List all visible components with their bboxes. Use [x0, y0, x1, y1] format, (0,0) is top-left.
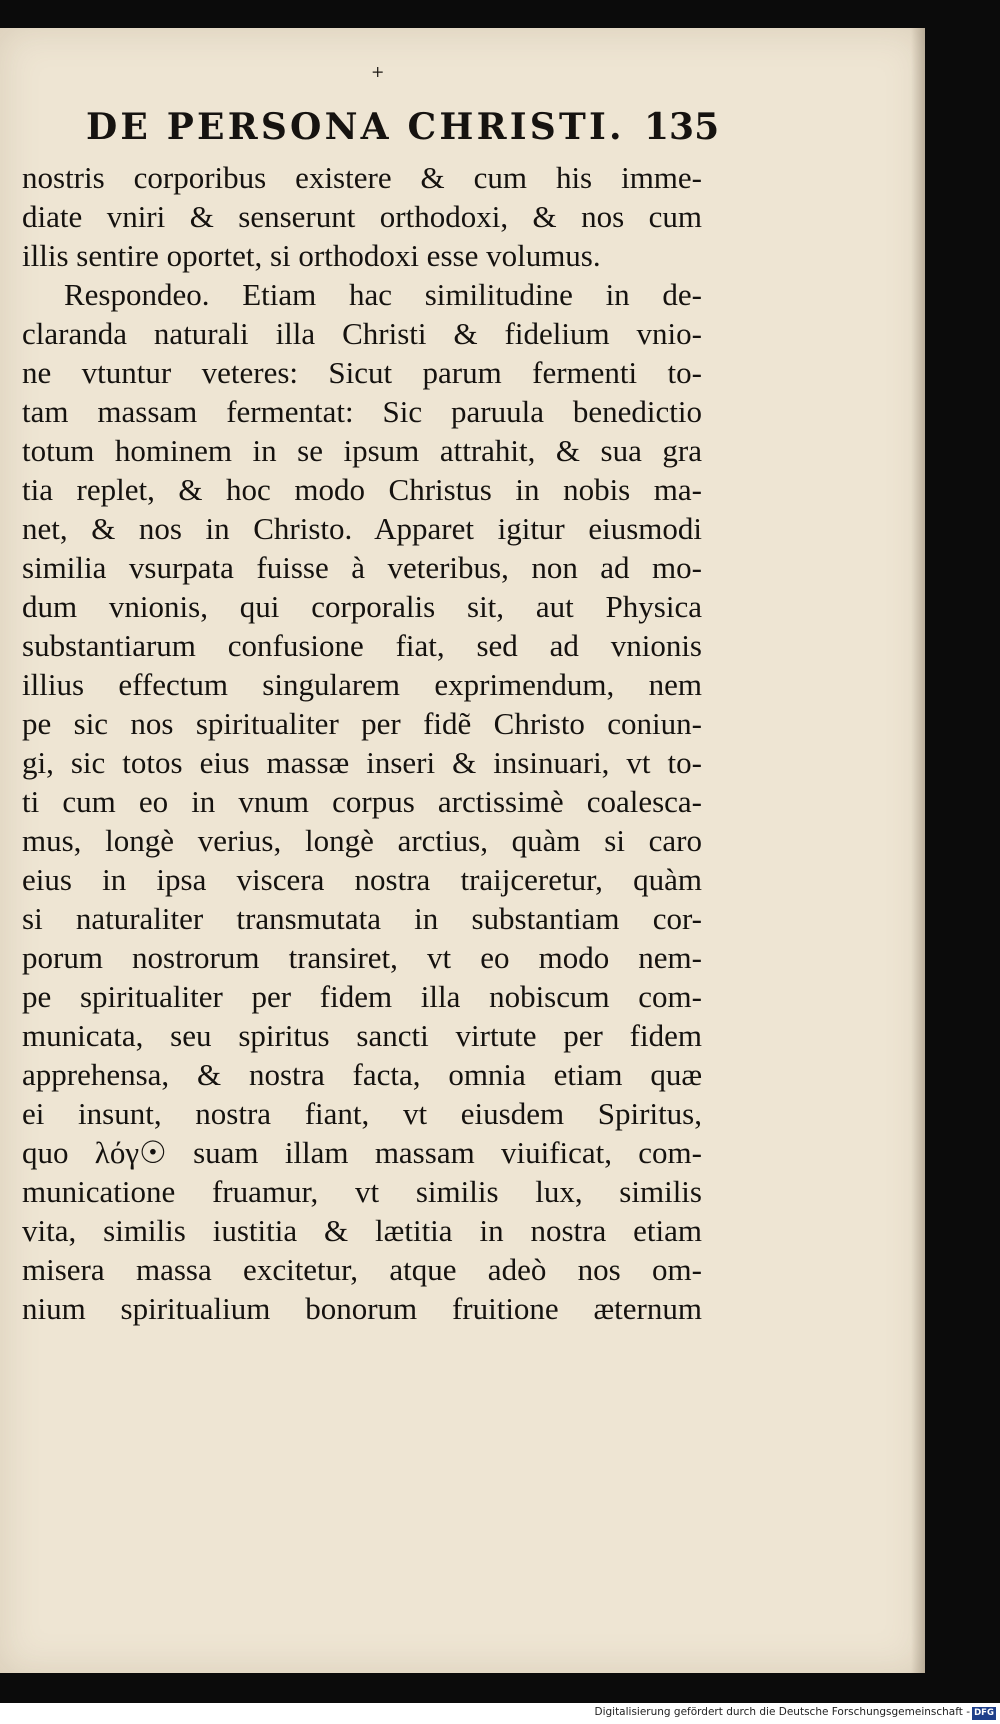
text-line: quo λόγ☉ suam illam massam viuificat, com-: [22, 1135, 702, 1170]
text-line: nostris corporibus existere & cum his imme-: [22, 160, 702, 195]
text-line: Respondeo. Etiam hac similitudine in de-: [64, 277, 702, 312]
text-line: mus, longè verius, longè arctius, quàm si caro: [22, 823, 702, 858]
page-number: 135: [644, 106, 720, 148]
text-line: eius in ipsa viscera nostra traijceretur, quàm: [22, 862, 702, 897]
text-line: pe sic nos spiritualiter per fidẽ Christo coniun-: [22, 706, 702, 741]
text-line: nium spiritualium bonorum fruitione æternum: [22, 1291, 702, 1326]
text-line: ei insunt, nostra fiant, vt eiusdem Spiritus,: [22, 1096, 702, 1131]
funding-notice: Digitalisierung gefördert durch die Deutsche Forschungsgemeinschaft -: [594, 1706, 970, 1718]
text-line: dum vnionis, qui corporalis sit, aut Physica: [22, 589, 702, 624]
text-line: substantiarum confusione fiat, sed ad vnionis: [22, 628, 702, 663]
text-line: apprehensa, & nostra facta, omnia etiam quæ: [22, 1057, 702, 1092]
text-line: misera massa excitetur, atque adeò nos om-: [22, 1252, 702, 1287]
text-line: totum hominem in se ipsum attrahit, & sua gra: [22, 433, 702, 468]
text-line: illius effectum singularem exprimendum, nem: [22, 667, 702, 702]
text-line: illis sentire oportet, si orthodoxi esse volumus.: [22, 238, 601, 273]
text-line: similia vsurpata fuisse à veteribus, non ad mo-: [22, 550, 702, 585]
body-text: [22, 158, 702, 1328]
text-line: net, & nos in Christo. Apparet igitur eiusmodi: [22, 511, 702, 546]
text-line: ne vtuntur veteres: Sicut parum fermenti to-: [22, 355, 702, 390]
dfg-logo: DFG: [972, 1707, 996, 1720]
footer-bar: [0, 1703, 1000, 1724]
text-line: tia replet, & hoc modo Christus in nobis ma-: [22, 472, 702, 507]
text-line: tam massam fermentat: Sic paruula benedictio: [22, 394, 702, 429]
text-line: porum nostrorum transiret, vt eo modo nem-: [22, 940, 702, 975]
text-line: municata, seu spiritus sancti virtute per fidem: [22, 1018, 702, 1053]
text-line: diate vniri & senserunt orthodoxi, & nos cum: [22, 199, 702, 234]
text-line: municatione fruamur, vt similis lux, similis: [22, 1174, 702, 1209]
text-line: ti cum eo in vnum corpus arctissimè coalesca-: [22, 784, 702, 819]
text-line: vita, similis iustitia & lætitia in nostra etiam: [22, 1213, 702, 1248]
text-line: si naturaliter transmutata in substantiam cor-: [22, 901, 702, 936]
book-page: [0, 28, 925, 1673]
text-line: pe spiritualiter per fidem illa nobiscum com-: [22, 979, 702, 1014]
text-line: gi, sic totos eius massæ inseri & insinuari, vt to-: [22, 745, 702, 780]
text-line: claranda naturali illa Christi & fidelium vnio-: [22, 316, 702, 351]
running-head: DE PERSONA CHRISTI.: [86, 106, 625, 148]
page-mark: +: [371, 62, 385, 81]
